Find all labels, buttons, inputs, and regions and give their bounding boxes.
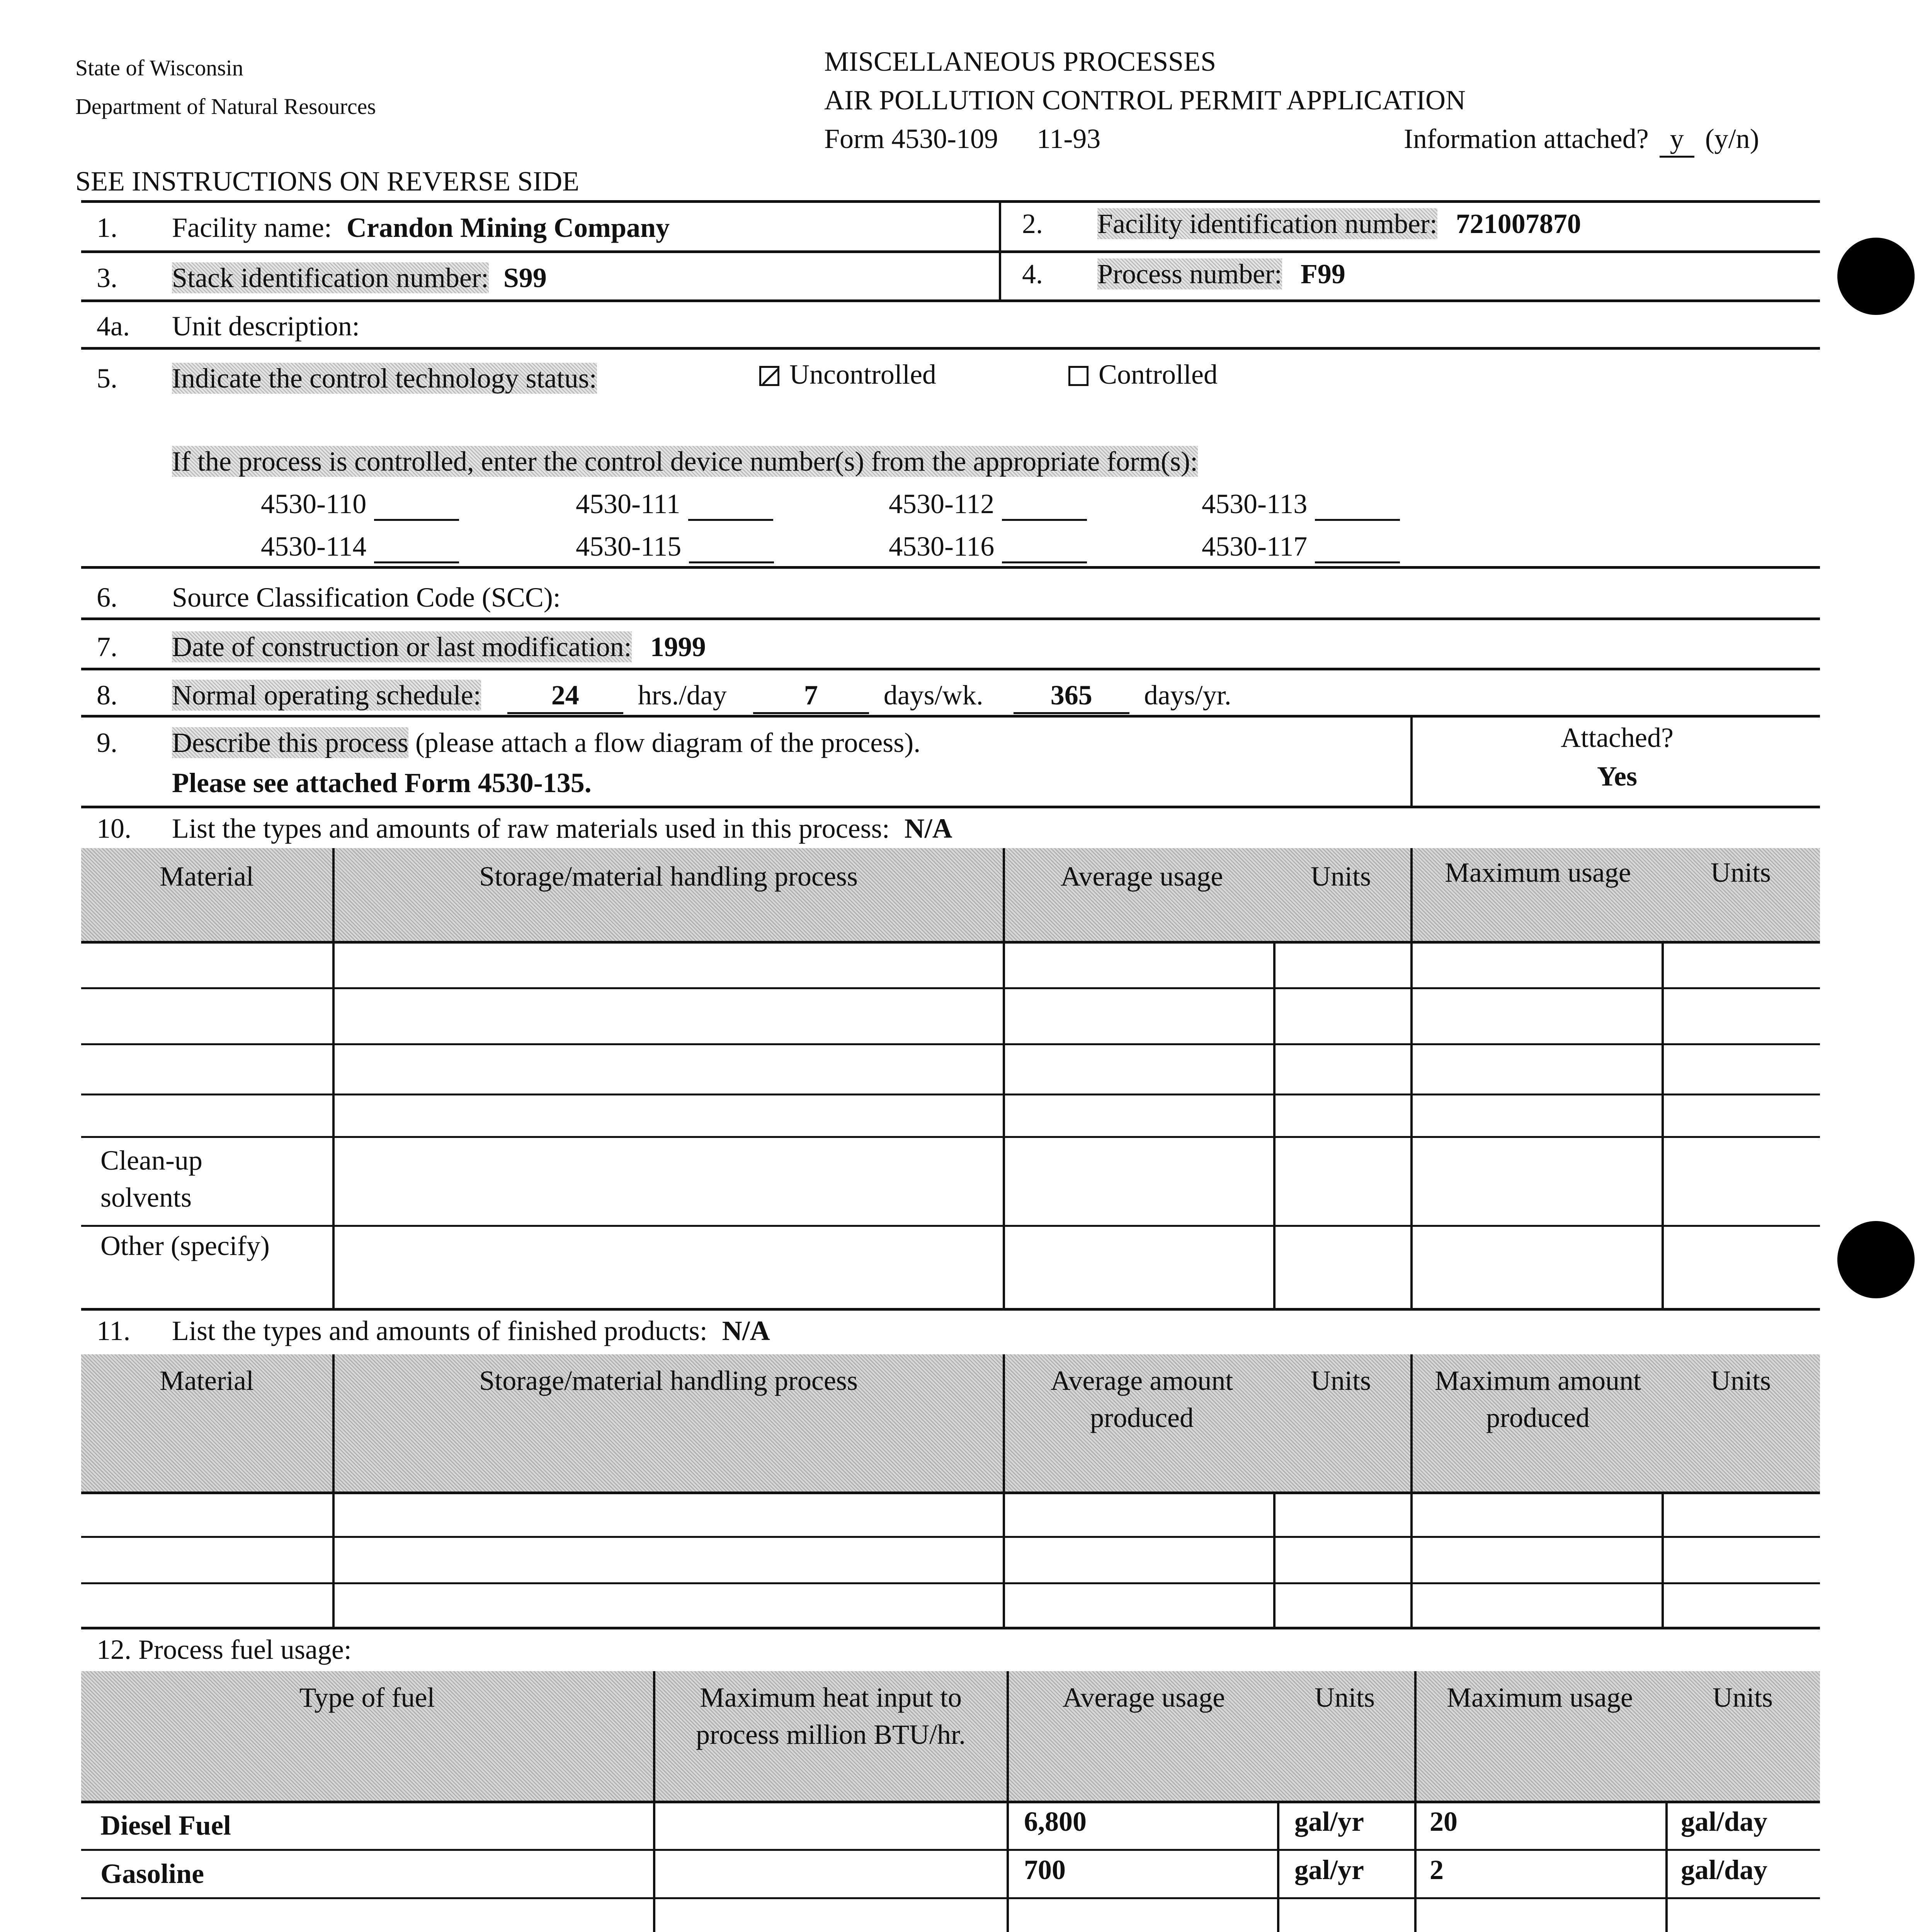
form-code: 4530-113	[1202, 488, 1308, 519]
fuel-section-label: 12. Process fuel usage:	[97, 1634, 352, 1665]
agency-line-1: State of Wisconsin	[75, 55, 243, 80]
punch-hole	[1837, 1221, 1915, 1298]
rule	[332, 848, 335, 1310]
process-number[interactable]: F99	[1300, 259, 1345, 289]
field-6-label: Source Classification Code (SCC):	[172, 582, 561, 613]
rule	[81, 566, 1820, 569]
field-8-number: 8.	[97, 680, 117, 711]
raw-header-units: Units	[1310, 861, 1371, 892]
control-form-113[interactable]	[1202, 487, 1400, 521]
field-9-instruction: (please attach a flow diagram of the process).	[415, 727, 921, 758]
form-title-2: AIR POLLUTION CONTROL PERMIT APPLICATION	[824, 85, 1466, 116]
field-4-label: Process number:	[1097, 259, 1282, 289]
field-1-number: 1.	[97, 212, 117, 243]
field-9-label: Describe this process	[172, 727, 408, 758]
field-4	[1022, 257, 1345, 291]
form-number	[824, 122, 1100, 156]
finished-products-value[interactable]: N/A	[722, 1315, 770, 1346]
controlled-label: Controlled	[1099, 359, 1218, 390]
stack-id[interactable]: S99	[503, 262, 547, 293]
construction-date[interactable]: 1999	[650, 631, 706, 662]
rule	[1277, 1801, 1279, 1932]
facility-name[interactable]: Crandon Mining Company	[346, 212, 670, 243]
rule	[999, 200, 1001, 301]
control-device-note	[172, 444, 1198, 478]
fuel-header-max-units: Units	[1712, 1682, 1773, 1713]
control-form-115[interactable]	[576, 529, 774, 563]
fuel-header-max-usage: Maximum usage	[1447, 1682, 1633, 1713]
fp-header-max-units: Units	[1710, 1365, 1771, 1396]
control-form-117[interactable]	[1202, 529, 1400, 563]
rule	[81, 1094, 1820, 1095]
rule	[81, 1801, 1820, 1803]
hours-unit: hrs./day	[638, 680, 727, 711]
fp-header-material: Material	[160, 1365, 254, 1396]
field-5	[97, 361, 597, 395]
control-form-114[interactable]	[261, 529, 459, 563]
instructions-note: SEE INSTRUCTIONS ON REVERSE SIDE	[75, 166, 580, 197]
rule	[81, 715, 1820, 718]
fuel-row-1-avg[interactable]: 6,800	[1024, 1806, 1087, 1837]
field-7-label: Date of construction or last modification:	[172, 631, 632, 662]
info-attached-value[interactable]: y	[1660, 122, 1694, 158]
field-2-label: Facility identification number:	[1097, 208, 1437, 239]
uncontrolled-checkbox[interactable]	[759, 366, 779, 386]
control-form-116[interactable]	[889, 529, 1087, 563]
field-10-number: 10.	[97, 813, 131, 844]
rule	[81, 299, 1820, 302]
fuel-row-1-avg-units[interactable]: gal/yr	[1294, 1806, 1364, 1837]
form-code: 4530-111	[576, 488, 680, 519]
form-blank[interactable]	[688, 496, 773, 521]
field-4-number: 4.	[1022, 259, 1043, 289]
field-11	[97, 1314, 770, 1348]
rule	[1007, 1671, 1009, 1932]
raw-row-other: Other (specify)	[100, 1230, 270, 1261]
fp-header-max-produced: Maximum amount produced	[1435, 1365, 1641, 1433]
rule	[1003, 1354, 1005, 1629]
form-blank[interactable]	[374, 538, 459, 563]
raw-row-cleanup: Clean-up solvents	[100, 1145, 202, 1213]
controlled-option[interactable]	[1068, 357, 1218, 391]
rule	[1273, 1492, 1276, 1629]
field-11-number: 11.	[97, 1315, 131, 1346]
info-attached	[1404, 122, 1759, 158]
facility-id[interactable]: 721007870	[1456, 208, 1581, 239]
rule	[81, 987, 1820, 989]
fuel-row-2-avg[interactable]: 700	[1024, 1854, 1066, 1885]
field-4a	[97, 309, 360, 343]
rule	[81, 200, 1820, 203]
info-attached-options: (y/n)	[1705, 123, 1759, 154]
rule	[1410, 848, 1413, 1310]
field-7	[97, 630, 706, 664]
form-date: 11-93	[1037, 123, 1101, 154]
control-form-111[interactable]	[576, 487, 773, 521]
form-code: 4530-117	[1202, 531, 1308, 562]
rule	[81, 1308, 1820, 1311]
raw-materials-value[interactable]: N/A	[904, 813, 952, 844]
field-5-label: Indicate the control technology status:	[172, 363, 597, 394]
form-id: Form 4530-109	[824, 123, 998, 154]
rule	[81, 1225, 1820, 1227]
field-11-label: List the types and amounts of finished products:	[172, 1315, 707, 1346]
field-2	[1022, 207, 1581, 241]
rule	[81, 617, 1820, 620]
form-blank[interactable]	[1002, 538, 1087, 563]
field-4a-number: 4a.	[97, 311, 130, 342]
rule	[1273, 941, 1276, 1310]
fuel-row-1-max-units[interactable]: gal/day	[1681, 1806, 1768, 1837]
control-form-112[interactable]	[889, 487, 1087, 521]
form-code: 4530-110	[261, 488, 367, 519]
rule	[1662, 1492, 1664, 1629]
field-4a-label: Unit description:	[172, 311, 360, 342]
rule	[81, 1627, 1820, 1629]
field-9-number: 9.	[97, 727, 117, 758]
uncontrolled-option[interactable]	[759, 357, 936, 391]
control-form-110[interactable]	[261, 487, 459, 521]
info-attached-label: Information attached?	[1404, 123, 1649, 154]
raw-header-max-usage: Maximum usage	[1445, 857, 1631, 888]
fuel-row-1-type: Diesel Fuel	[100, 1810, 231, 1841]
form-blank[interactable]	[1315, 496, 1400, 521]
fuel-header-heat-input: Maximum heat input to process million BTU/hr.	[696, 1682, 966, 1750]
rule	[1662, 941, 1664, 1310]
rule	[81, 806, 1820, 808]
rule	[332, 1354, 335, 1629]
field-8	[97, 678, 1231, 714]
fuel-row-2-max[interactable]: 2	[1430, 1854, 1444, 1885]
field-1-label: Facility name:	[172, 212, 332, 243]
fuel-header-type: Type of fuel	[299, 1682, 435, 1713]
field-3-label: Stack identification number:	[172, 262, 489, 293]
field-3-number: 3.	[97, 262, 117, 293]
rule	[1665, 1801, 1668, 1932]
fuel-header-avg-usage: Average usage	[1062, 1682, 1225, 1713]
field-1	[97, 211, 670, 245]
days-year-unit: days/yr.	[1144, 680, 1231, 711]
controlled-checkbox[interactable]	[1068, 366, 1088, 386]
rule	[81, 250, 1820, 253]
form-code: 4530-115	[576, 531, 682, 562]
form-blank[interactable]	[689, 538, 774, 563]
form-blank[interactable]	[374, 496, 459, 521]
rule	[81, 1136, 1820, 1138]
form-title-1: MISCELLANEOUS PROCESSES	[824, 46, 1216, 77]
field-8-label: Normal operating schedule:	[172, 680, 481, 711]
rule	[81, 668, 1820, 670]
fuel-row-1-max[interactable]: 20	[1430, 1806, 1458, 1837]
form-code: 4530-116	[889, 531, 995, 562]
days-per-week[interactable]: 7	[753, 678, 869, 714]
form-code: 4530-114	[261, 531, 367, 562]
rule	[653, 1671, 655, 1932]
hours-per-day[interactable]: 24	[507, 678, 623, 714]
form-blank[interactable]	[1315, 538, 1400, 563]
field-9	[97, 726, 920, 760]
punch-hole	[1837, 238, 1915, 315]
raw-header-max-units: Units	[1710, 857, 1771, 888]
form-blank[interactable]	[1002, 496, 1087, 521]
raw-header-avg-usage: Average usage	[1060, 861, 1223, 892]
fp-header-avg-produced: Average amount produced	[1050, 1365, 1233, 1433]
field-2-number: 2.	[1022, 208, 1043, 239]
rule	[1410, 1354, 1413, 1629]
field-7-number: 7.	[97, 631, 117, 662]
field-5-number: 5.	[97, 363, 117, 394]
rule	[81, 1582, 1820, 1584]
fuel-header-units: Units	[1314, 1682, 1375, 1713]
fuel-row-2-avg-units[interactable]: gal/yr	[1294, 1854, 1364, 1885]
field-10-label: List the types and amounts of raw materials used in this process:	[172, 813, 890, 844]
form-code: 4530-112	[889, 488, 995, 519]
days-per-year[interactable]: 365	[1014, 678, 1129, 714]
field-10	[97, 811, 952, 845]
rule	[1410, 715, 1413, 808]
process-attached-value[interactable]: Yes	[1597, 761, 1637, 792]
field-6-number: 6.	[97, 582, 117, 613]
rule	[81, 1897, 1820, 1899]
control-device-note-text: If the process is controlled, enter the control device number(s) from the appropriate form(s):	[172, 446, 1198, 477]
fp-header-units: Units	[1310, 1365, 1371, 1396]
rule	[81, 1849, 1820, 1851]
uncontrolled-label: Uncontrolled	[789, 359, 936, 390]
rule	[81, 1043, 1820, 1045]
days-week-unit: days/wk.	[883, 680, 983, 711]
process-attached-label: Attached?	[1561, 722, 1673, 753]
fuel-row-2-max-units[interactable]: gal/day	[1681, 1854, 1768, 1885]
fp-header-storage: Storage/material handling process	[479, 1365, 858, 1396]
field-3	[97, 261, 547, 295]
agency-line-2: Department of Natural Resources	[75, 94, 376, 119]
fuel-row-2-type: Gasoline	[100, 1858, 204, 1889]
rule	[1003, 848, 1005, 1310]
rule	[81, 1536, 1820, 1538]
rule	[81, 1492, 1820, 1494]
field-6	[97, 580, 561, 614]
process-description[interactable]: Please see attached Form 4530-135.	[172, 767, 592, 798]
rule	[81, 941, 1820, 944]
raw-header-material: Material	[160, 861, 254, 892]
rule	[81, 347, 1820, 350]
rule	[1414, 1671, 1417, 1932]
raw-header-storage: Storage/material handling process	[479, 861, 858, 892]
